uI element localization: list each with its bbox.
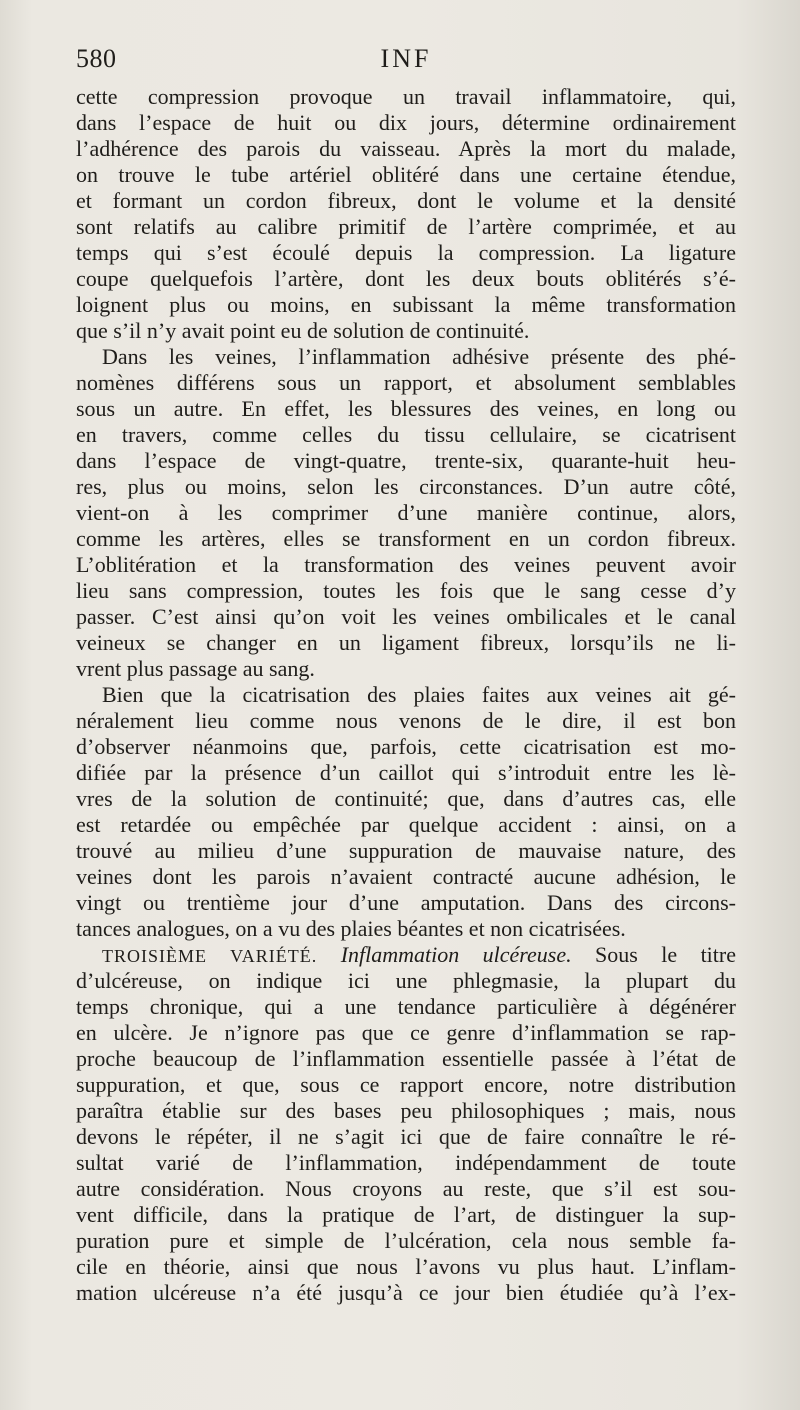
text-line: suppuration, et que, sous ce rapport encore, notre distribution [76, 1072, 736, 1097]
text-line: loignent plus ou moins, en subissant la même transformation [76, 292, 736, 317]
text-line: temps chronique, qui a une tendance particulière à dégénérer [76, 994, 736, 1019]
text-line: L’oblitération et la transformation des veines peuvent avoir [76, 552, 736, 577]
text-line: proche beaucoup de l’inflammation essentielle passée à l’état de [76, 1046, 736, 1071]
text-line: l’adhérence des parois du vaisseau. Après la mort du malade, [76, 136, 736, 161]
text-line: difiée par la présence d’un caillot qui s’introduit entre les lè- [76, 760, 736, 785]
running-head: INF [380, 44, 432, 73]
text-line: mation ulcéreuse n’a été jusqu’à ce jour bien étudiée qu’à l’ex- [76, 1280, 736, 1305]
text-line: dans l’espace de huit ou dix jours, détermine ordinairement [76, 110, 736, 135]
text-line: devons le répéter, il ne s’agit ici que de faire connaître le ré- [76, 1124, 736, 1149]
text-line: vrent plus passage au sang. [76, 656, 315, 681]
text-line: est retardée ou empêchée par quelque accident : ainsi, on a [76, 812, 736, 837]
text-line: autre considération. Nous croyons au reste, que s’il est sou- [76, 1176, 736, 1201]
body-text [76, 84, 736, 1306]
text-line: en travers, comme celles du tissu cellulaire, se cicatrisent [76, 422, 736, 447]
text-line: coupe quelquefois l’artère, dont les deux bouts oblitérés s’é- [76, 266, 736, 291]
text-line: d’ulcéreuse, on indique ici une phlegmasie, la plupart du [76, 968, 736, 993]
text-line: que s’il n’y avait point eu de solution de continuité. [76, 318, 530, 343]
text-line: paraîtra établie sur des bases peu philosophiques ; mais, nous [76, 1098, 736, 1123]
text-line: sont relatifs au calibre primitif de l’artère comprimée, et au [76, 214, 736, 239]
text-line: trouvé au milieu d’une suppuration de mauvaise nature, des [76, 838, 736, 863]
text-line: veines dont les parois n’avaient contracté aucune adhésion, le [76, 864, 736, 889]
text-line: res, plus ou moins, selon les circonstances. D’un autre côté, [76, 474, 736, 499]
text-line: dans l’espace de vingt-quatre, trente-six, quarante-huit heu- [76, 448, 736, 473]
text-line: vres de la solution de continuité; que, dans d’autres cas, elle [76, 786, 736, 811]
text-line: nomènes différens sous un rapport, et absolument semblables [76, 370, 736, 395]
page-number: 580 [76, 44, 117, 73]
text-line: puration pure et simple de l’ulcération, cela nous semble fa- [76, 1228, 736, 1253]
paragraph-start: Dans les veines, l’inflammation adhésive présente des phé- [102, 344, 736, 369]
text-line: vient-on à les comprimer d’une manière continue, alors, [76, 500, 736, 525]
paragraph-start: Bien que la cicatrisation des plaies faites aux veines ait gé- [102, 682, 736, 707]
text-line: néralement lieu comme nous venons de le dire, il est bon [76, 708, 736, 733]
text-line: et formant un cordon fibreux, dont le volume et la densité [76, 188, 736, 213]
text-line: cette compression provoque un travail inflammatoire, qui, [76, 84, 736, 109]
text-line: en ulcère. Je n’ignore pas que ce genre d’inflammation se rap- [76, 1020, 736, 1045]
text-line: sultat varié de l’inflammation, indépendamment de toute [76, 1150, 736, 1175]
text-line: lieu sans compression, toutes les fois que le sang cesse d’y [76, 578, 736, 603]
variety-title: Inflammation ulcéreuse. [340, 942, 572, 967]
text-line: d’observer néanmoins que, parfois, cette cicatrisation est mo- [76, 734, 736, 759]
text-line: sous un autre. En effet, les blessures des veines, en long ou [76, 396, 736, 421]
text-line: passer. C’est ainsi qu’on voit les veines ombilicales et le canal [76, 604, 736, 629]
text-line: tances analogues, on a vu des plaies béantes et non cicatrisées. [76, 916, 626, 941]
variety-heading-line [76, 942, 736, 968]
variety-line-rest: Sous le titre [571, 942, 737, 967]
text-line: temps qui s’est écoulé depuis la compression. La ligature [76, 240, 736, 265]
text-line: vent difficile, dans la pratique de l’art, de distinguer la sup- [76, 1202, 736, 1227]
page-header [76, 44, 736, 80]
text-line: comme les artères, elles se transforment en un cordon fibreux. [76, 526, 736, 551]
variety-label: TROISIÈME VARIÉTÉ. [102, 946, 318, 966]
text-line: veineux se changer en un ligament fibreux, lorsqu’ils ne li- [76, 630, 736, 655]
text-line: cile en théorie, ainsi que nous l’avons vu plus haut. L’inflam- [76, 1254, 736, 1279]
text-line: on trouve le tube artériel oblitéré dans une certaine étendue, [76, 162, 736, 187]
text-line: vingt ou trentième jour d’une amputation. Dans des circons- [76, 890, 736, 915]
